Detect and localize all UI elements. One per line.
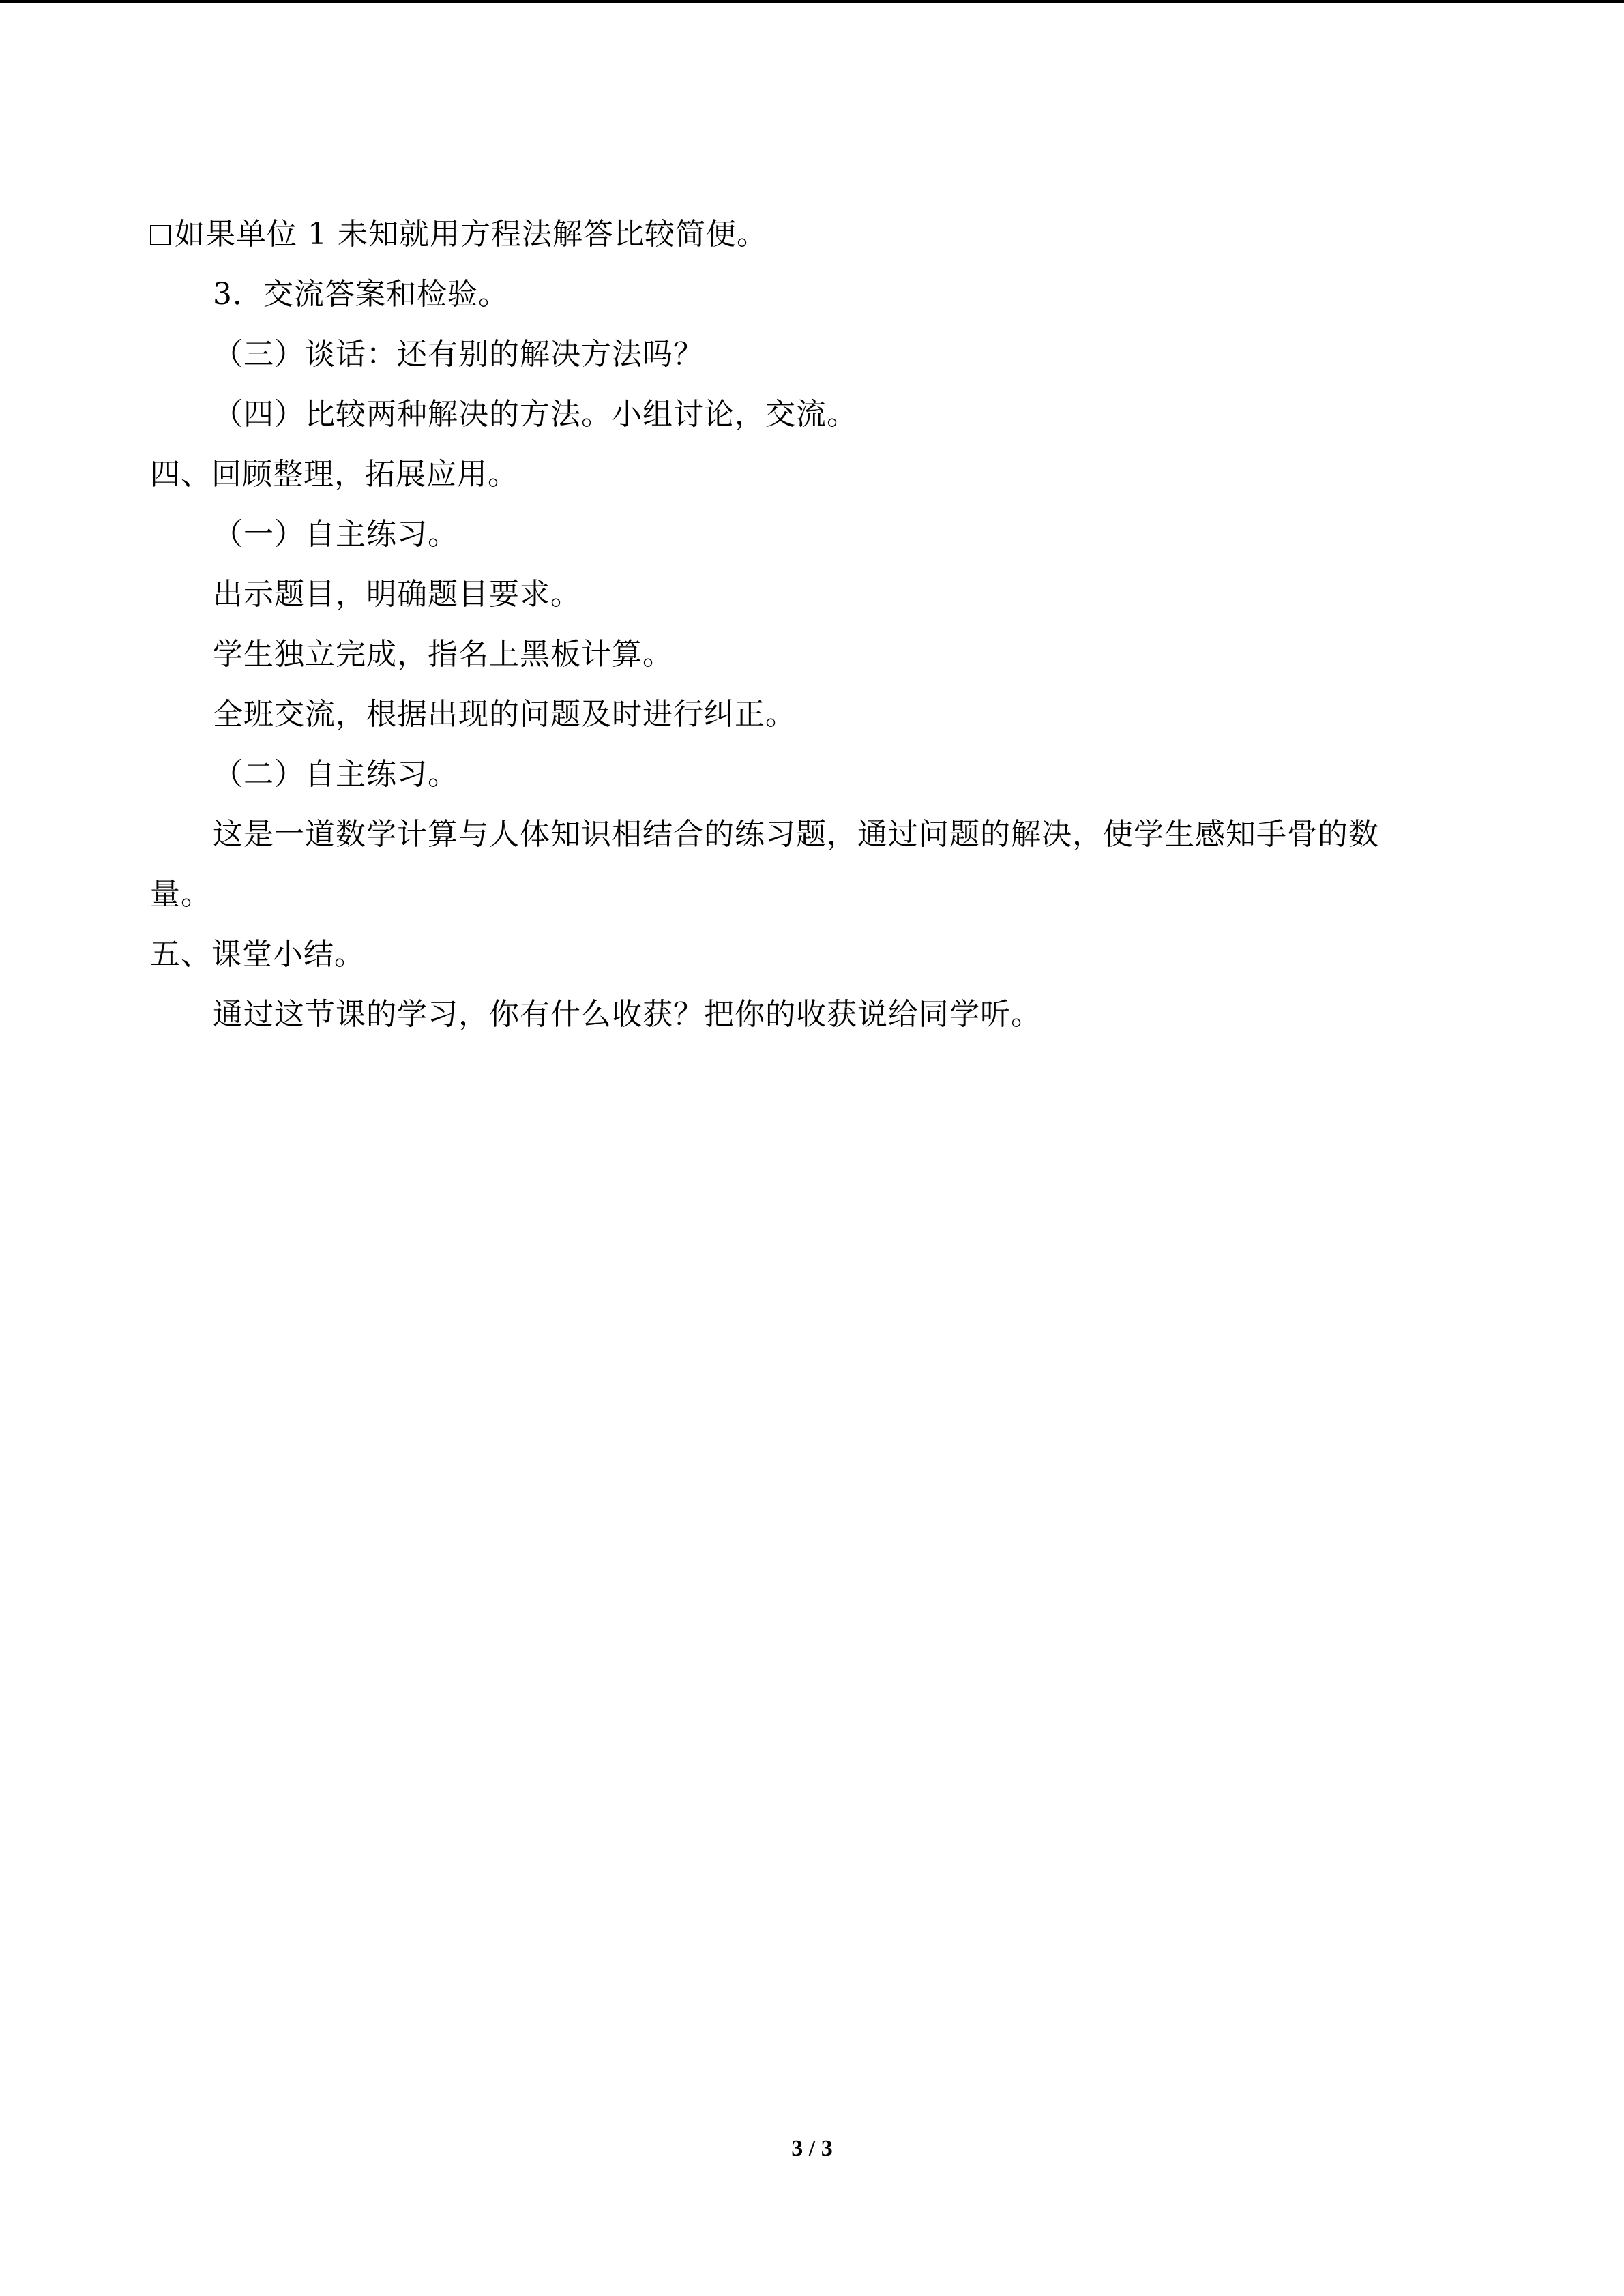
text-line-compare-methods: （四）比较两种解决的方法。小组讨论，交流。 <box>213 397 857 432</box>
text-line-independent-work: 学生独立完成，指名上黑板计算。 <box>213 637 673 672</box>
section-heading-summary: 五、课堂小结。 <box>150 937 365 972</box>
line-text: 如果单位 1 未知就用方程法解答比较简便。 <box>175 217 767 252</box>
text-line-class-exchange: 全班交流，根据出现的问题及时进行纠正。 <box>213 697 796 732</box>
text-line-unit-unknown <box>150 214 767 255</box>
subheading-self-practice-1: （一）自主练习。 <box>213 517 458 552</box>
text-line-exercise-description: 这是一道数学计算与人体知识相结合的练习题，通过问题的解决，使学生感知手骨的数 <box>213 817 1379 852</box>
text-line-other-methods: （三）谈话：还有别的解决方法吗？ <box>213 337 704 372</box>
subheading-self-practice-2: （二）自主练习。 <box>213 757 458 792</box>
text-line-exercise-description-cont: 量。 <box>150 877 211 912</box>
text-line-exchange-answers: 3．交流答案和检验。 <box>213 277 509 312</box>
checkbox-icon <box>150 225 171 245</box>
section-heading-review: 四、回顾整理，拓展应用。 <box>150 457 518 492</box>
text-line-show-questions: 出示题目，明确题目要求。 <box>213 577 581 612</box>
page-number: 3 / 3 <box>791 2136 833 2161</box>
text-line-summary-question: 通过这节课的学习，你有什么收获？把你的收获说给同学听。 <box>213 997 1042 1032</box>
